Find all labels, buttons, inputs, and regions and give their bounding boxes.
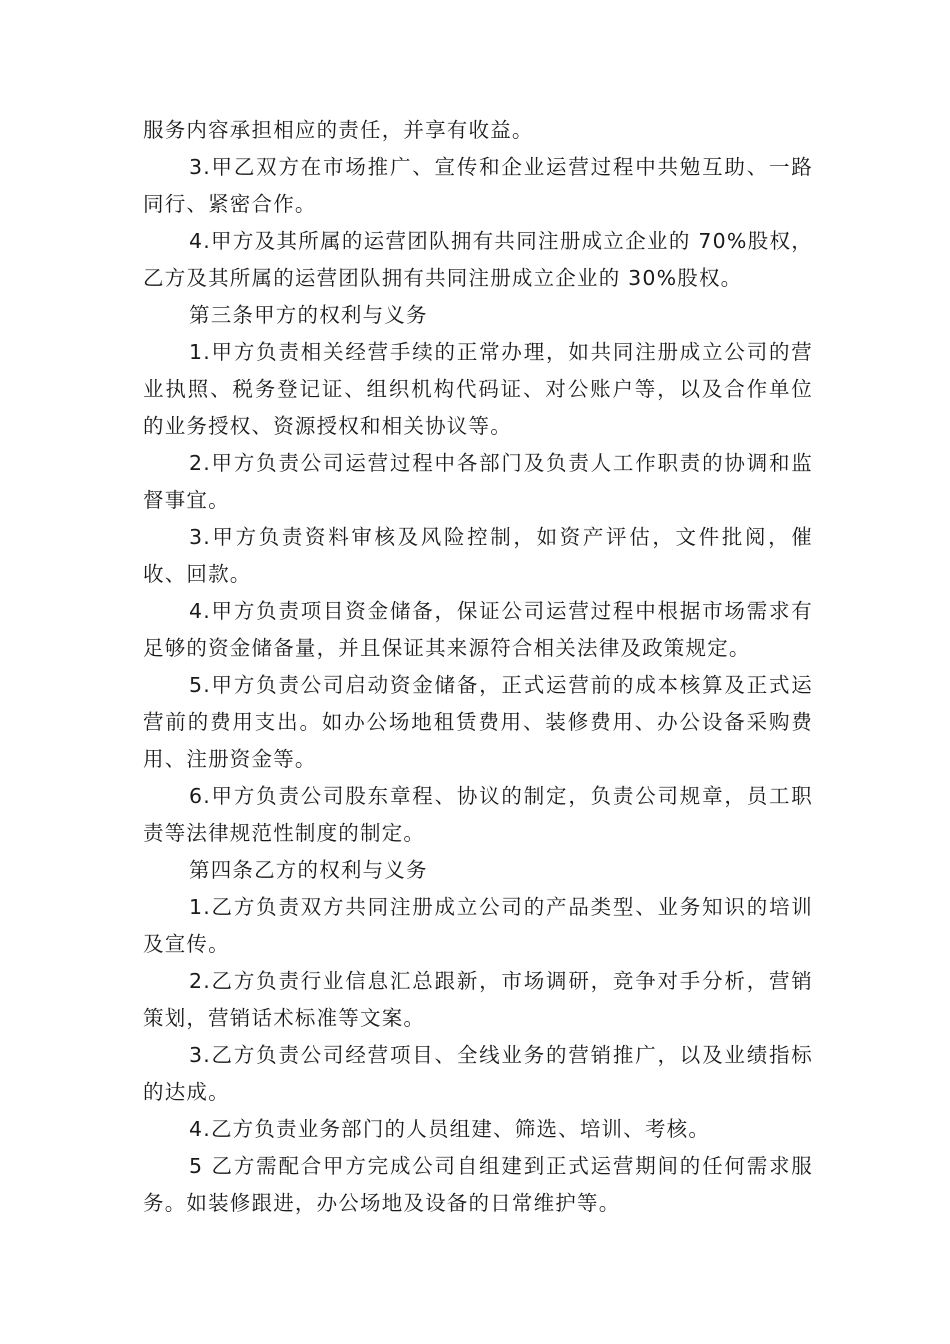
section-heading-article-4: 第四条乙方的权利与义务 — [189, 858, 428, 882]
paragraph-clause-3-item-6: 6.甲方负责公司股东章程、协议的制定，负责公司规章，员工职责等法律规范性制度的制定。 — [143, 784, 813, 845]
paragraph-continuation: 服务内容承担相应的责任，并享有收益。 — [143, 118, 534, 142]
paragraph-clause-4-item-2: 2.乙方负责行业信息汇总跟新，市场调研，竞争对手分析，营销策划，营销话术标准等文案。 — [143, 969, 813, 1030]
section-heading-article-3: 第三条甲方的权利与义务 — [189, 303, 428, 327]
paragraph-clause-4-item-5: 5 乙方需配合甲方完成公司自组建到正式运营期间的任何需求服务。如装修跟进，办公场地及设备的日常维护等。 — [143, 1154, 813, 1215]
paragraph-clause-3-item-5: 5.甲方负责公司启动资金储备，正式运营前的成本核算及正式运营前的费用支出。如办公场地租赁费用、装修费用、办公设备采购费用、注册资金等。 — [143, 673, 813, 771]
paragraph-clause-2-item-4: 4.甲方及其所属的运营团队拥有共同注册成立企业的 70%股权，乙方及其所属的运营团队拥有共同注册成立企业的 30%股权。 — [143, 229, 813, 290]
paragraph-clause-4-item-3: 3.乙方负责公司经营项目、全线业务的营销推广，以及业绩指标的达成。 — [143, 1043, 813, 1104]
paragraph-clause-3-item-1: 1.甲方负责相关经营手续的正常办理，如共同注册成立公司的营业执照、税务登记证、组织机构代码证、对公账户等，以及合作单位的业务授权、资源授权和相关协议等。 — [143, 340, 813, 438]
paragraph-clause-3-item-2: 2.甲方负责公司运营过程中各部门及负责人工作职责的协调和监督事宜。 — [143, 451, 813, 512]
paragraph-clause-4-item-1: 1.乙方负责双方共同注册成立公司的产品类型、业务知识的培训及宣传。 — [143, 895, 813, 956]
paragraph-clause-2-item-3: 3.甲乙双方在市场推广、宣传和企业运营过程中共勉互助、一路同行、紧密合作。 — [143, 155, 813, 216]
document-body — [143, 112, 813, 1222]
paragraph-clause-3-item-3: 3.甲方负责资料审核及风险控制，如资产评估，文件批阅，催收、回款。 — [143, 525, 813, 586]
paragraph-clause-4-item-4: 4.乙方负责业务部门的人员组建、筛选、培训、考核。 — [189, 1117, 711, 1141]
paragraph-clause-3-item-4: 4.甲方负责项目资金储备，保证公司运营过程中根据市场需求有足够的资金储备量，并且保证其来源符合相关法律及政策规定。 — [143, 599, 813, 660]
